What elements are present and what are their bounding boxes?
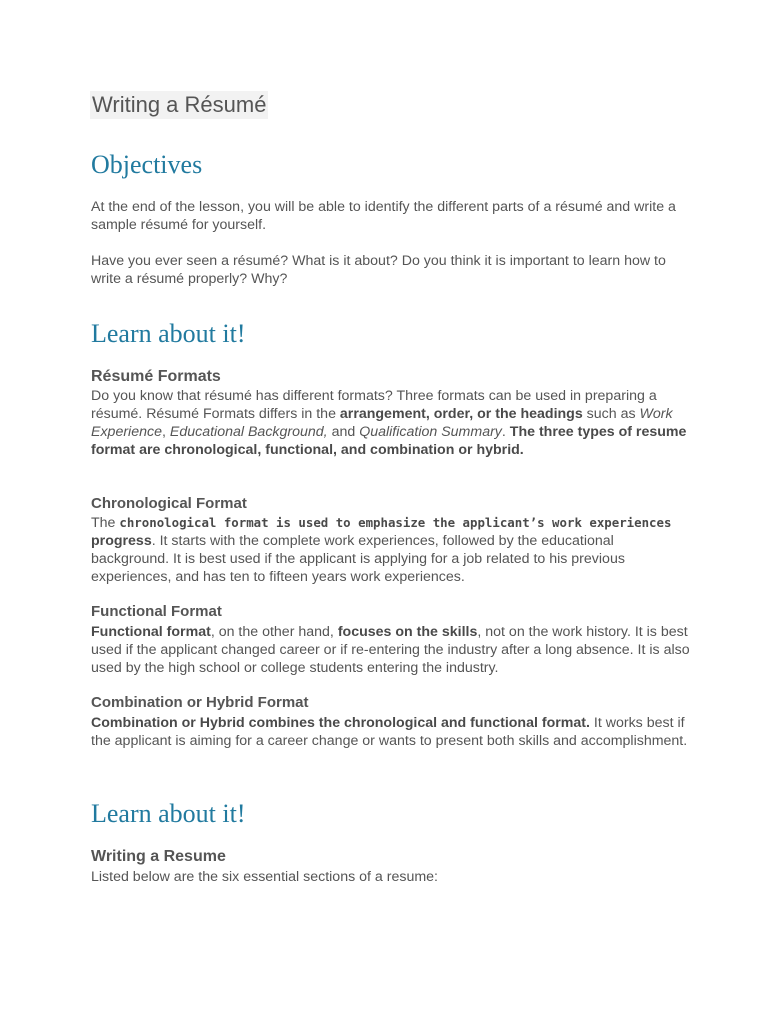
writing-a-resume-heading: Writing a Resume [91,848,226,865]
learn-about-it-heading-2: Learn about it! [91,799,246,828]
hybrid-format-heading: Combination or Hybrid Format [91,694,309,711]
chronological-format-paragraph: The chronological format is used to emphasize the applicant’s work experiences progress. It starts with the complete work experiences, followed by the educational background. It is best used if the applicant is applying for a job related to his previous experiences, and has ten to fifteen years work experiences. [91,515,672,585]
document-title: Writing a Résumé [92,92,267,117]
functional-format-paragraph: Functional format, on the other hand, focuses on the skills, not on the work history. It is best used if the applicant changed career or if re-entering the industry after a long absence. It is also used by the high school or college students entering the industry. [91,624,690,676]
writing-a-resume-paragraph: Listed below are the six essential sections of a resume: [91,869,438,885]
learn-about-it-heading-1: Learn about it! [91,319,246,348]
hybrid-format-paragraph: Combination or Hybrid combines the chronological and functional format. It works best if the applicant is aiming for a career change or wants to present both skills and accomplishment. [91,715,688,749]
functional-format-heading: Functional Format [91,603,222,620]
resume-formats-heading: Résumé Formats [91,368,221,385]
objectives-heading: Objectives [91,150,203,179]
chronological-format-heading: Chronological Format [91,495,247,512]
resume-formats-paragraph: Do you know that résumé has different formats? Three formats can be used in preparing a résumé. Résumé Formats differs in the arrangement, order, or the headings such as Work Experience, Educational Background, and Qualification Summary. The three types of resume format are chronological, functional, and combination or hybrid. [91,388,687,458]
objectives-paragraph-2: Have you ever seen a résumé? What is it about? Do you think it is important to learn how to write a résumé properly? Why? [91,253,666,287]
objectives-paragraph-1: At the end of the lesson, you will be able to identify the different parts of a résumé and write a sample résumé for yourself. [91,199,676,233]
